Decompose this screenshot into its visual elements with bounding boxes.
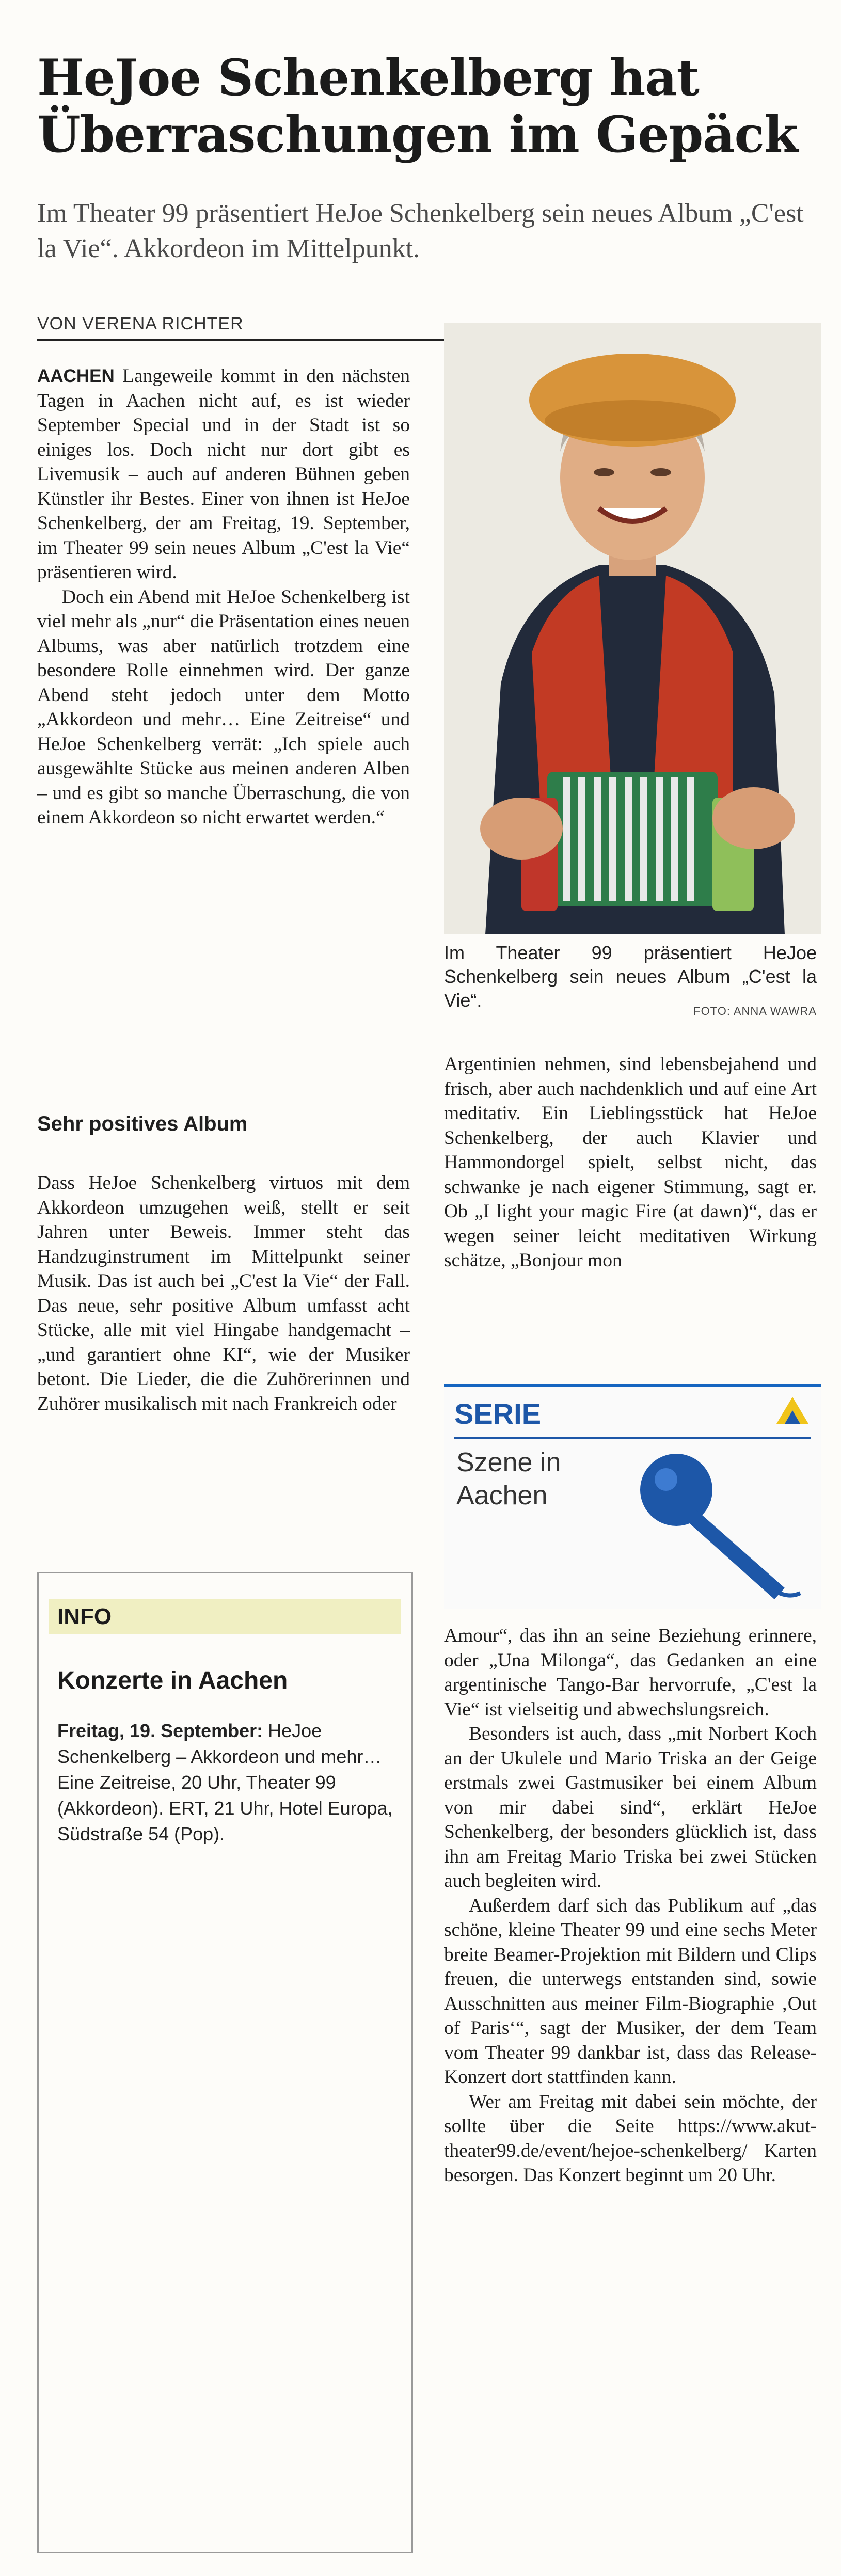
- headline: HeJoe Schenkelberg hat Überraschungen im Gepäck: [37, 49, 798, 164]
- paragraph: Dass HeJoe Schenkelberg virtuos mit dem Akkordeon umzugehen weiß, stellt er seit Jahren unter Beweis. Immer steht das Handzuginstrument im Mittelpunkt seiner Musik. Das ist auch bei „C'est la Vie“ der Fall. Das neue, sehr positive Album umfasst acht Stücke, alle mit viel Hingabe handgemacht – „und garantiert ohne KI“, wie der Musiker betont. Die Lieder, die die Zuhörerinnen und Zuhörer musikalisch mit nach Frankreich oder: [37, 1172, 410, 1414]
- article-column-2: [444, 1052, 817, 1273]
- series-title: Szene in Aachen: [456, 1448, 561, 1510]
- article-column-2-continued: [444, 1624, 817, 2188]
- article-column-1: [37, 364, 410, 830]
- series-rule: [454, 1437, 811, 1439]
- photo-credit: FOTO: ANNA WAWRA: [693, 1005, 817, 1017]
- info-details: HeJoe Schenkelberg – Akkordeon und mehr… Eine Zeitreise, 20 Uhr, Theater 99 (Akkordeon). ERT, 21 Uhr, Hotel Europa, Südstraße 54 (Pop).: [57, 1720, 393, 1844]
- article-photo: [444, 323, 821, 934]
- dateline: AACHEN: [37, 366, 115, 386]
- series-label: SERIE: [454, 1397, 542, 1430]
- info-date: Freitag, 19. September:: [57, 1720, 263, 1741]
- microphone-icon: [630, 1449, 805, 1603]
- paragraph: Außerdem darf sich das Publikum auf „das schöne, kleine Theater 99 und eine sechs Meter breite Beamer-Projektion mit Bildern und Clips freuen, die unterwegs entstanden sind, sowie Ausschnitten aus meiner Film-Biographie ‚Out of Paris‘“, sagt der Musiker, der dem Team vom Theater 99 dankbar ist, dass das Release-Konzert dort stattfinden kann.: [444, 1895, 817, 2088]
- section-subheading: Sehr positives Album: [37, 1112, 248, 1135]
- article-column-1-continued: [37, 1171, 410, 1416]
- paragraph: Wer am Freitag mit dabei sein möchte, der sollte über die Seite https://www.akut-theater99.de/event/hejoe-schenkelberg/ Karten besorgen. Das Konzert beginnt um 20 Uhr.: [444, 2091, 817, 2186]
- paragraph: Amour“, das ihn an seine Beziehung erinnere, oder „Una Milonga“, das Gedanken an eine argentinische Tango-Bar hervorrufe, „C'est la Vie“ ist vielseitig und abwechslungsreich.: [444, 1625, 817, 1720]
- info-box: [37, 1572, 413, 2553]
- paragraph: Besonders ist auch, dass „mit Norbert Koch an der Ukulele und Mario Triska an der Geige erstmals zwei Gastmusiker bei einem Album von mir dabei sind“, erklärt HeJoe Schenkelberg, der besonders glücklich ist, dass ihn am Freitag Mario Triska bei zwei Stücken auch begleiten wird.: [444, 1723, 817, 1891]
- series-box: [444, 1384, 821, 1609]
- paragraph: Argentinien nehmen, sind lebensbejahend und frisch, aber auch nachdenklich und auf eine Art meditativ. Ein Lieblingsstück hat HeJoe Schenkelberg, der auch Klavier und Hammondorgel spielt, selbst nicht, das schwanke je nach eigener Stimmung, sagt er. Ob „I light your magic Fire (at dawn)“, das er wegen seiner leicht meditativen Wirkung schätze, „Bonjour mon: [444, 1054, 817, 1271]
- info-label: INFO: [49, 1599, 401, 1634]
- paragraph: AACHEN Langeweile kommt in den nächsten Tagen in Aachen nicht auf, es ist wieder September Special und in der Stadt ist so einiges los. Doch nicht nur dort gibt es Livemusik – auch auf anderen Bühnen geben Künstler ihr Bestes. Einer von ihnen ist HeJoe Schenkelberg, der am Freitag, 19. September, im Theater 99 sein neues Album „C'est la Vie“ präsentieren wird.: [37, 365, 410, 583]
- newspaper-logo-icon: [774, 1395, 811, 1426]
- accordion-player-photo: [444, 323, 821, 934]
- paragraph: Doch ein Abend mit HeJoe Schenkelberg ist viel mehr als „nur“ die Präsentation eines neuen Albums, was aber natürlich trotzdem eine besondere Rolle einnehmen wird. Der ganze Abend steht jedoch unter dem Motto „Akkordeon und mehr… Eine Zeitreise“ und HeJoe Schenkelberg verrät: „Ich spiele auch ausgewählte Stücke aus meinen anderen Alben – und es gibt so manche Überraschung, die von einem Akkordeon so nicht erwartet werden.“: [37, 586, 410, 828]
- photo-caption: Im Theater 99 präsentiert HeJoe Schenkelberg sein neues Album „C'est la Vie“.: [444, 942, 817, 1011]
- info-text: [57, 1718, 398, 1847]
- byline: VON VERENA RICHTER: [37, 314, 445, 341]
- info-title: Konzerte in Aachen: [57, 1667, 288, 1694]
- subheadline: Im Theater 99 präsentiert HeJoe Schenkelberg sein neues Album „C'est la Vie“. Akkordeon im Mittelpunkt.: [37, 199, 804, 263]
